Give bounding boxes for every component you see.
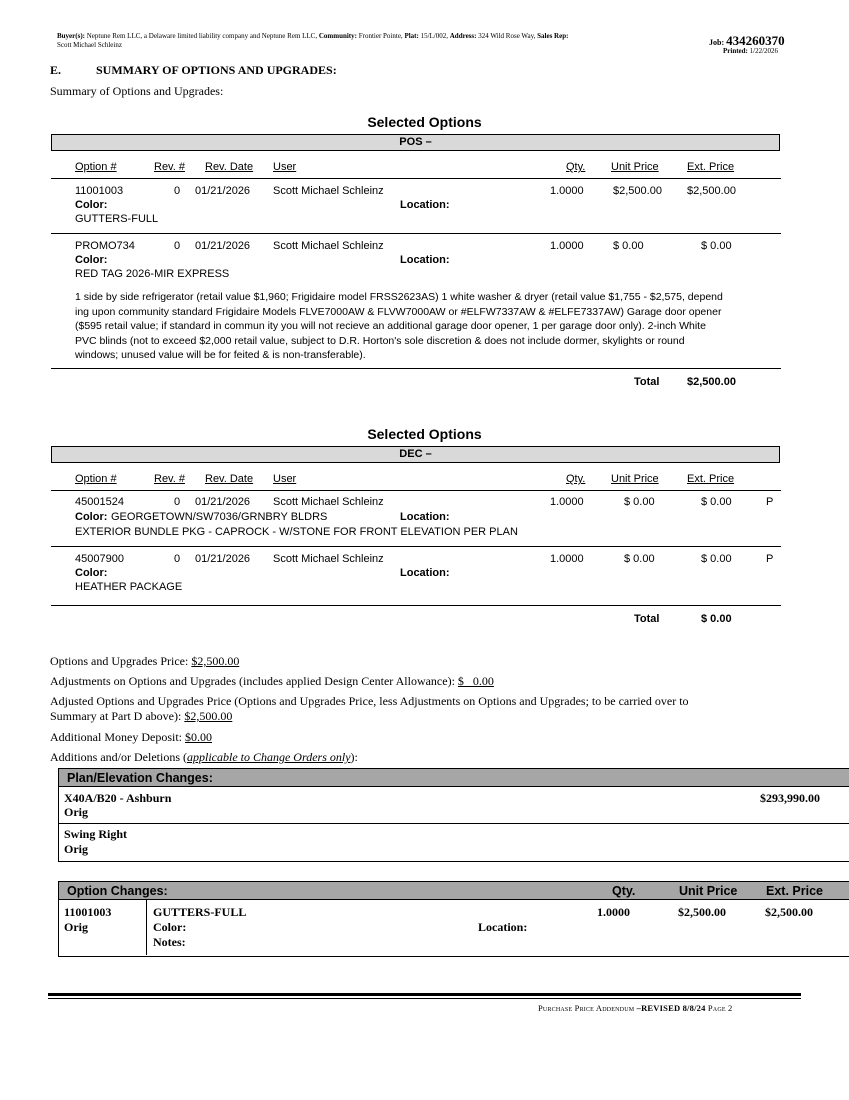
total-value: $2,500.00 [687,376,736,388]
option-number: PROMO734 [75,240,135,252]
rev-date: 01/21/2026 [195,553,251,565]
col-rev-date: Rev. Date [205,473,254,485]
user: Scott Michael Schleinz [273,240,384,252]
divider [51,605,781,606]
option-code: 11001003 [64,905,112,919]
deposit-line: Additional Money Deposit: $0.00 [50,730,212,744]
color-label: Color: [75,511,108,523]
divider [51,368,781,369]
location-label: Location: [400,199,450,211]
option-name: HEATHER PACKAGE [75,581,183,593]
option-name: EXTERIOR BUNDLE PKG - CAPROCK - W/STONE FOR FRONT ELEVATION PER PLAN [75,526,518,538]
col-unit-price: Unit Price [611,161,659,173]
unit-price: $ 0.00 [624,553,655,565]
total-value: $ 0.00 [701,613,732,625]
notes-label: Notes: [153,935,186,949]
block-title-pos: Selected Options [367,114,482,130]
description-line: windows; unused value will be for feited & is non-transferable). [75,349,366,361]
ext-price: $ 0.00 [701,553,732,565]
total-label: Total [634,613,660,625]
option-name: GUTTERS-FULL [153,905,247,919]
description-line: ($595 retail value; if standard in commun ity you will not recieve an additional garage door opener, 1 per garage door only). 2-inch White [75,320,706,332]
qty: 1.0000 [550,553,584,565]
divider [51,178,781,179]
plan-name: X40A/B20 - Ashburn [64,791,172,805]
category-bar-pos: POS – [51,134,780,151]
col-option: Option # [75,473,117,485]
qty: 1.0000 [550,185,584,197]
col-option: Option # [75,161,117,173]
ext-price: $ 0.00 [701,240,732,252]
flag: P [766,496,774,508]
description-line: 1 side by side refrigerator (retail value $1,960; Frigidaire model FRSS2623AS) 1 white washer & dryer (retail value $1,755 - $2,575, depend [75,291,723,303]
option-number: 11001003 [75,185,124,197]
col-rev: Rev. # [154,473,185,485]
option-number: 45007900 [75,553,124,565]
qty: 1.0000 [550,496,584,508]
qty: 1.0000 [597,905,630,919]
col-ext-price: Ext. Price [687,161,735,173]
additions-line: Additions and/or Deletions (applicable to Change Orders only): [50,750,358,764]
color-value: GEORGETOWN/SW7036/GRNBRY BLDRS [111,511,328,523]
total-label: Total [634,376,660,388]
user: Scott Michael Schleinz [273,185,384,197]
ext-price: $2,500.00 [765,905,813,919]
divider [51,546,781,547]
description-line: PVC blinds (not to exceed $2,000 retail value, subject to D.R. Horton's sole discretion & does not include dormer, skylights or round [75,334,685,347]
col-qty: Qty. [566,161,586,173]
section-title: SUMMARY OF OPTIONS AND UPGRADES: [96,63,337,77]
footer-text: Purchase Price Addendum –REVISED 8/8/24 Page 2 [538,1003,733,1013]
rev-date: 01/21/2026 [195,496,251,508]
category-bar-dec: DEC – [51,446,780,463]
color-label: Color: [75,254,108,266]
color-label: Color: [75,199,108,211]
col-ext-price: Ext. Price [687,473,735,485]
summary-intro: Summary of Options and Upgrades: [50,84,224,98]
col-rev-date: Rev. Date [205,161,254,173]
header-buyer-info: Buyer(s): Neptune Rem LLC, a Delaware limited liability company and Neptune Rem LLC, Community: Frontier Pointe, Plat: 15/L/002, Address: 324 Wild Rose Way, Sales Rep: Scott Michael Schleinz [57,32,569,49]
col-unit-price: Unit Price [611,473,659,485]
location-label: Location: [400,567,450,579]
column-divider [146,900,147,955]
unit-price: $ 0.00 [613,240,644,252]
rev-number: 0 [174,185,181,197]
location-label: Location: [400,254,450,266]
rev-date: 01/21/2026 [195,185,251,197]
col-qty: Qty. [566,473,586,485]
footer-rule [48,993,801,996]
unit-price: $2,500.00 [678,905,726,919]
option-status: Orig [64,920,88,934]
ext-price: $ 0.00 [701,496,732,508]
user: Scott Michael Schleinz [273,496,384,508]
block-title-dec: Selected Options [367,426,482,442]
divider [51,490,781,491]
color-label: Color: [153,920,187,934]
user: Scott Michael Schleinz [273,553,384,565]
option-name: RED TAG 2026-MIR EXPRESS [75,268,230,280]
col-user: User [273,473,297,485]
unit-price: $ 0.00 [624,496,655,508]
rev-number: 0 [174,496,181,508]
description-line: ing upon community standard Frigidaire Models FLVE7000AW & FLVW7000AW or #ELFW7337AW & #ELFE7337AW) Garage door opener [75,305,722,318]
printed-date: Printed: 1/22/2026 [723,47,779,55]
location-label: Location: [400,511,450,523]
adjusted-price-line: Adjusted Options and Upgrades Price (Options and Upgrades Price, less Adjustments on Options and Upgrades; to be carried over to Summary at Part D above): $2,500.00 [50,694,689,723]
footer-rule [48,998,801,999]
qty: 1.0000 [550,240,584,252]
color-label: Color: [75,567,108,579]
option-number: 45001524 [75,496,124,508]
option-description [75,290,780,363]
plan-status: Orig [64,842,88,856]
plan-status: Orig [64,805,88,819]
section-letter: E. [50,63,62,77]
divider [51,233,781,234]
plan-price: $293,990.00 [760,791,820,805]
plan-name: Swing Right [64,827,128,841]
options-price-line: Options and Upgrades Price: $2,500.00 [50,654,240,668]
col-rev: Rev. # [154,161,185,173]
rev-number: 0 [174,553,181,565]
plan-changes-heading: Plan/Elevation Changes: [58,768,849,787]
job-number: Job: 434260370 [709,33,785,48]
adjustments-line: Adjustments on Options and Upgrades (includes applied Design Center Allowance): $ 0.00 [50,674,494,688]
rev-date: 01/21/2026 [195,240,251,252]
rev-number: 0 [174,240,181,252]
location-label: Location: [478,920,528,934]
ext-price: $2,500.00 [687,185,736,197]
flag: P [766,553,774,565]
unit-price: $2,500.00 [613,185,662,197]
col-user: User [273,161,297,173]
option-name: GUTTERS-FULL [75,213,159,225]
divider [58,823,849,824]
option-changes-heading: Option Changes: Qty. Unit Price Ext. Price [58,881,849,900]
